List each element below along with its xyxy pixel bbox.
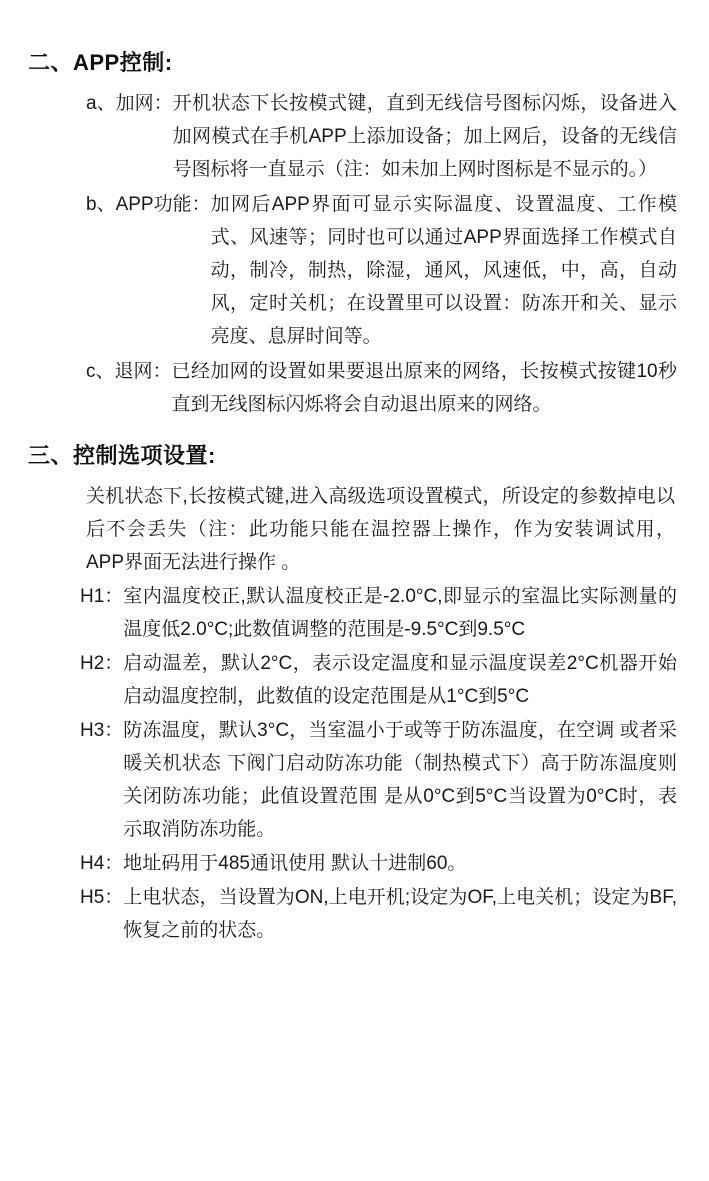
control-options-intro: 关机状态下,长按模式键,进入高级选项设置模式，所设定的参数掉电以后不会丢失（注：此功能只能在温控器上操作，作为安装调试用，APP界面无法进行操作 。 bbox=[86, 486, 675, 573]
option-row-h3 bbox=[28, 714, 681, 846]
list-item-text: 加网后APP界面可显示实际温度、设置温度、工作模式、风速等；同时也可以通过APP界面选择工作模式自动，制冷，制热，除湿，通风，风速低，中，高，自动风，定时关机；在设置里可以设置：防冻开和关、显示亮度、息屏时间等。 bbox=[210, 194, 677, 347]
option-row-h2 bbox=[28, 647, 681, 713]
option-key: H3： bbox=[80, 720, 124, 741]
list-item bbox=[28, 87, 681, 186]
section-heading-app-control: 二、APP控制: bbox=[28, 50, 173, 75]
option-text: 上电状态，当设置为ON,上电开机;设定为OF,上电关机；设定为BF,恢复之前的状态。 bbox=[123, 887, 677, 941]
option-key: H4： bbox=[80, 853, 124, 874]
list-item-text: 已经加网的设置如果要退出原来的网络，长按模式按键10秒直到无线图标闪烁将会自动退出原来的网络。 bbox=[171, 361, 677, 415]
option-key: H2： bbox=[80, 653, 124, 674]
option-text: 地址码用于485通讯使用 默认十进制60。 bbox=[123, 853, 467, 874]
section-heading-control-options: 三、控制选项设置: bbox=[28, 443, 216, 468]
option-row-h4 bbox=[28, 847, 681, 880]
list-item bbox=[28, 188, 681, 353]
list-item-label: c、退网： bbox=[86, 361, 172, 382]
option-key: H5： bbox=[80, 887, 124, 908]
list-item-text: 开机状态下长按模式键，直到无线信号图标闪烁，设备进入加网模式在手机APP上添加设备；加上网后，设备的无线信号图标将一直显示（注：如未加上网时图标是不显示的。） bbox=[172, 93, 677, 180]
option-row-h1 bbox=[28, 580, 681, 646]
option-key: H1： bbox=[80, 586, 124, 607]
option-text: 启动温差，默认2°C，表示设定温度和显示温度误差2°C机器开始启动温度控制，此数值的设定范围是从1°C到5°C bbox=[123, 653, 677, 707]
list-item-label: b、APP功能： bbox=[86, 194, 211, 215]
option-text: 室内温度校正,默认温度校正是-2.0°C,即显示的室温比实际测量的温度低2.0°C;此数值调整的范围是-9.5°C到9.5°C bbox=[123, 586, 677, 640]
option-text: 防冻温度，默认3°C，当室温小于或等于防冻温度，在空调 或者采暖关机状态 下阀门启动防冻功能（制热模式下）高于防冻温度则关闭防冻功能；此值设置范围 是从0°C到5°C当设置为0°C时，表示取消防冻功能。 bbox=[123, 720, 677, 840]
option-row-h5 bbox=[28, 881, 681, 947]
list-item bbox=[28, 355, 681, 421]
list-item-label: a、加网： bbox=[86, 93, 173, 114]
